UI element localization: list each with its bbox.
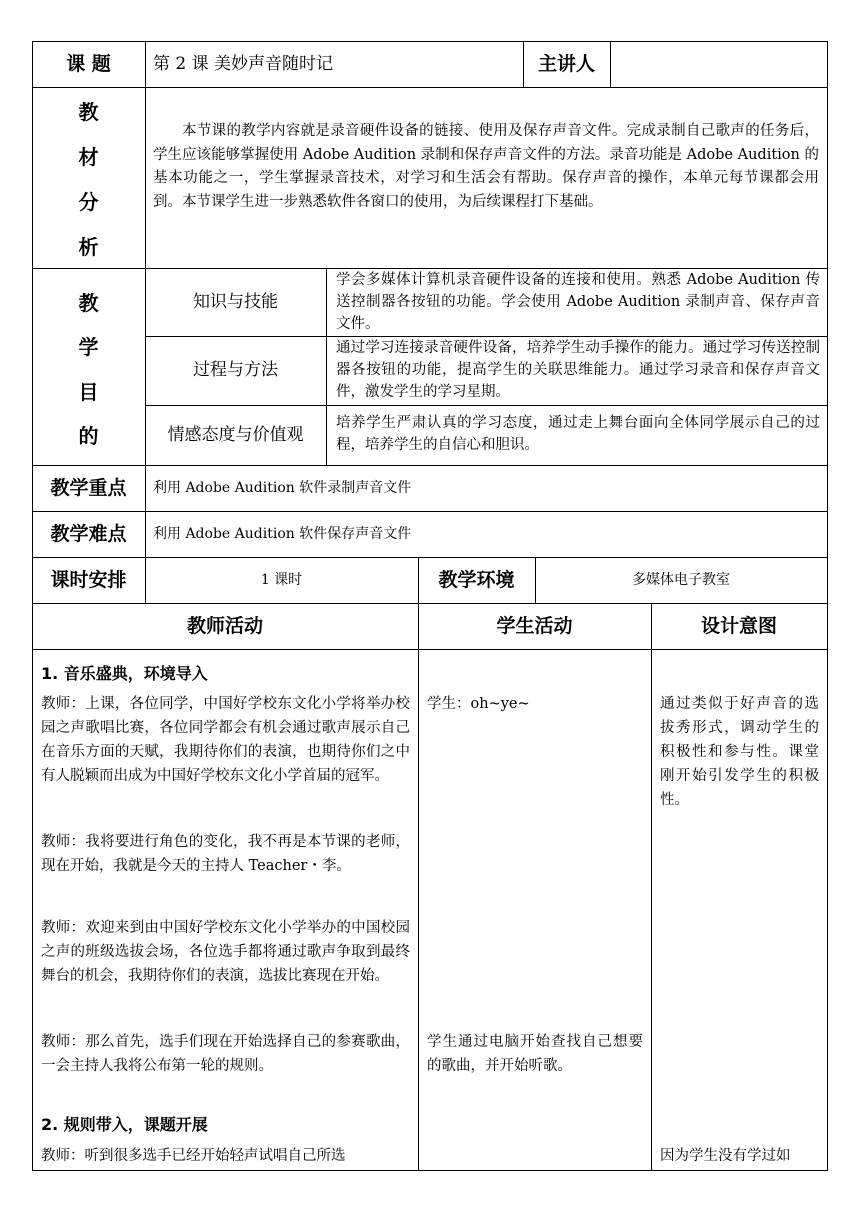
topic-value: 第 2 课 美妙声音随时记 — [153, 54, 334, 74]
objective-text-process: 通过学习连接录音硬件设备，培养学生动手操作的能力。通过学习传送控制器各按钮的功能，提高学生的关联思维能力。通过学习录音和保存声音文件，激发学生的学习星期。 — [336, 340, 820, 400]
objective-text-attitude: 培养学生严肃认真的学习态度，通过走上舞台面向全体同学展示自己的过程，培养学生的自信心和胆识。 — [336, 415, 820, 453]
design-intent-header: 设计意图 — [700, 615, 777, 637]
label-char: 教 — [78, 100, 99, 124]
student-activity-header: 学生活动 — [496, 615, 573, 637]
environment-value: 多媒体电子教室 — [632, 572, 730, 588]
objectives-label — [32, 287, 145, 449]
label-char: 材 — [78, 145, 99, 169]
teacher-paragraph: 教师：我将要进行角色的变化，我不再是本节课的老师，现在开始，我就是今天的主持人 Teacher・李。 — [41, 834, 410, 874]
objective-name-process: 过程与方法 — [193, 360, 278, 380]
lecturer-label: 主讲人 — [537, 53, 595, 75]
label-char: 目 — [78, 379, 99, 404]
teacher-activity-header: 教师活动 — [186, 615, 263, 637]
design-intent: 因为学生没有学过如 — [660, 1148, 791, 1164]
difficulty-value: 利用 Adobe Audition 软件保存声音文件 — [153, 526, 412, 542]
teacher-paragraph: 教师：欢迎来到由中国好学校东文化小学举办的中国校园之声的班级选拔会场，各位选手都将通过歌声争取到最终舞台的机会，我期待你们的表演，选拔比赛现在开始。 — [41, 920, 410, 984]
student-activity: 学生：oh~ye~ — [427, 696, 530, 712]
difficulty-label: 教学难点 — [50, 523, 127, 545]
teacher-paragraph: 教师：上课，各位同学，中国好学校东文化小学将举办校园之声歌唱比赛，各位同学都会有机会通过歌声展示自己在音乐方面的天赋，我期待你们的表演，也期待你们之中有人脱颖而出成为中国好学校东文化小学首届的冠军。 — [41, 696, 410, 784]
section-2-title: 2. 规则带入，课题开展 — [41, 1115, 208, 1134]
material-analysis-label — [32, 96, 145, 260]
material-analysis-text: 本节课的教学内容就是录音硬件设备的链接、使用及保存声音文件。完成录制自己歌声的任务后，学生应该能够掌握使用 Adobe Audition 录制和保存声音文件的方法。录音功能是 Adobe Audition 的基本功能之一，学生掌握录音技术，对学习和生活会有帮助。保存声音的操作，本单元每节课都会用到。本节课学生进一步熟悉软件各窗口的使用，为后续课程打下基础。 — [153, 123, 819, 210]
label-char: 析 — [78, 235, 99, 259]
objective-name-knowledge: 知识与技能 — [193, 292, 278, 312]
schedule-value: 1 课时 — [260, 572, 303, 588]
key-point-label: 教学重点 — [50, 477, 127, 499]
student-activity: 学生通过电脑开始查找自己想要的歌曲，并开始听歌。 — [427, 1034, 643, 1074]
objective-name-attitude: 情感态度与价值观 — [167, 425, 304, 445]
objective-text-knowledge: 学会多媒体计算机录音硬件设备的连接和使用。熟悉 Adobe Audition 传送控制器各按钮的功能。学会使用 Adobe Audition 录制声音、保存声音文件。 — [336, 272, 820, 332]
teacher-paragraph: 教师：那么首先，选手们现在开始选择自己的参赛歌曲，一会主持人我将公布第一轮的规则。 — [41, 1034, 410, 1074]
schedule-label: 课时安排 — [50, 569, 127, 591]
label-char: 教 — [78, 291, 99, 315]
teacher-paragraph: 教师：听到很多选手已经开始轻声试唱自己所选 — [41, 1148, 346, 1164]
design-intent: 通过类似于好声音的选拔秀形式，调动学生的积极性和参与性。课堂刚开始引发学生的积极性。 — [660, 696, 819, 808]
section-1-title: 1. 音乐盛典，环境导入 — [41, 664, 208, 683]
label-char: 学 — [78, 335, 99, 360]
label-char: 的 — [78, 423, 99, 448]
label-char: 分 — [78, 190, 99, 214]
environment-label: 教学环境 — [438, 569, 515, 591]
topic-label: 课 题 — [66, 53, 111, 75]
key-point-value: 利用 Adobe Audition 软件录制声音文件 — [153, 480, 412, 496]
